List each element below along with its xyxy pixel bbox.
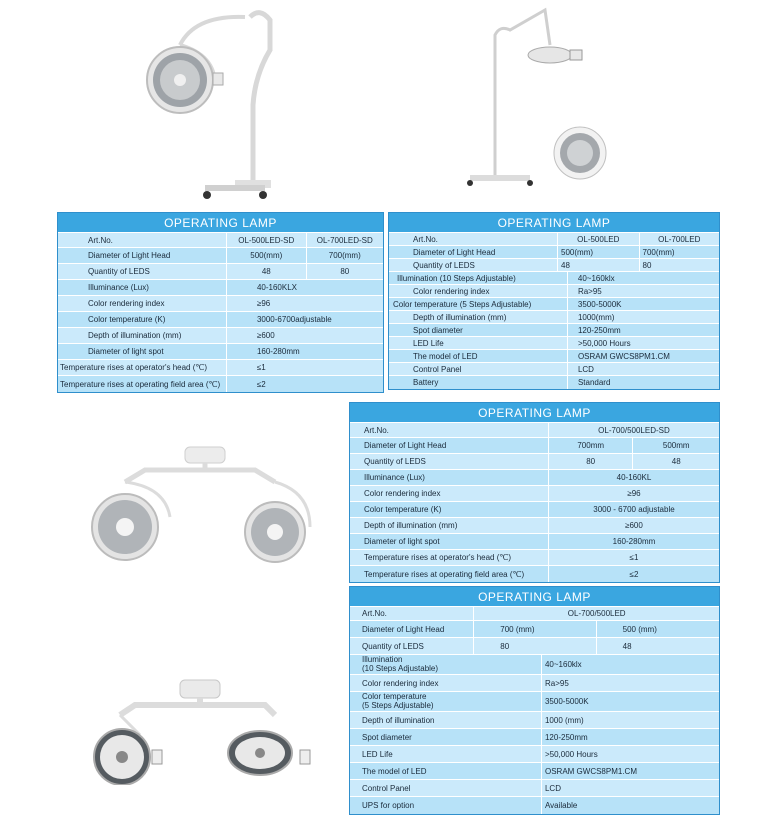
- table-header-row: Art.No. OL-500LED OL-700LED: [389, 233, 719, 246]
- table-row: Temperature rises at operator's head (℃) ≤1: [350, 550, 719, 566]
- ceiling-double-lamp-sd-image: [85, 442, 335, 572]
- table-row: Diameter of Light Head 500(mm) 700(mm): [389, 246, 719, 259]
- table-row: Temperature rises at operating field area (℃) ≤2: [350, 566, 719, 582]
- table-row: Color rendering index ≥96: [350, 486, 719, 502]
- table-row: Control Panel LCD: [350, 780, 719, 797]
- table-row: The model of LED OSRAM GWCS8PM1.CM: [350, 763, 719, 780]
- table-row: Color rendering index Ra>95: [389, 285, 719, 298]
- table-row: Depth of illumination 1000 (mm): [350, 712, 719, 729]
- table-row: Spot diameter 120-250mm: [350, 729, 719, 746]
- table-row: Illuminance (Lux) 40-160KLX: [58, 280, 383, 296]
- table-row: Depth of illumination (mm) ≥600: [350, 518, 719, 534]
- table-row: LED Life >50,000 Hours: [350, 746, 719, 763]
- table-row: Color temperature (K) 3000-6700adjustable: [58, 312, 383, 328]
- table-row: Diameter of light spot 160-280mm: [58, 344, 383, 360]
- table-row: Depth of illumination (mm) 1000(mm): [389, 311, 719, 324]
- spec-table-ol-700-500-led: [349, 586, 720, 815]
- table-row: Quantity of LEDS 80 48: [350, 638, 719, 655]
- table-row: Diameter of Light Head 500(mm) 700(mm): [58, 248, 383, 264]
- table-row: Quantity of LEDS 80 48: [350, 454, 719, 470]
- mobile-led-lamp-image: [450, 5, 610, 200]
- model-1: OL-500LED-SD: [227, 233, 306, 247]
- table-title: OPERATING LAMP: [350, 403, 719, 423]
- table-row: Quantity of LEDS 48 80: [389, 259, 719, 272]
- ceiling-double-led-lamp-image: [80, 675, 340, 785]
- table-row: Control Panel LCD: [389, 363, 719, 376]
- table-row: Battery Standard: [389, 376, 719, 389]
- table-row: Illumination (10 Steps Adjustable) 40~160klx: [389, 272, 719, 285]
- table-row: Color temperature (5 Steps Adjustable) 3500-5000K: [350, 692, 719, 712]
- table-row: Diameter of Light Head 700 (mm) 500 (mm): [350, 621, 719, 638]
- spec-table-ol-500-700-led-sd: [57, 212, 384, 393]
- table-row: Diameter of Light Head 700mm 500mm: [350, 438, 719, 454]
- table-row: UPS for option Available: [350, 797, 719, 814]
- table-row: Color temperature (5 Steps Adjustable) 3500-5000K: [389, 298, 719, 311]
- table-row: Illuminance (Lux) 40-160KL: [350, 470, 719, 486]
- table-header-row: [58, 233, 383, 248]
- table-header-row: Art.No. OL-700/500LED-SD: [350, 423, 719, 438]
- table-row: The model of LED OSRAM GWCS8PM1.CM: [389, 350, 719, 363]
- table-title: OPERATING LAMP: [389, 213, 719, 233]
- table-row: Temperature rises at operator's head (℃) ≤1: [58, 360, 383, 376]
- spec-table-ol-500-700-led: [388, 212, 720, 390]
- art-no-label: Art.No.: [58, 233, 227, 247]
- model-2: OL-700LED-SD: [316, 235, 373, 245]
- table-row: Diameter of light spot 160-280mm: [350, 534, 719, 550]
- table-row: Quantity of LEDS 48 80: [58, 264, 383, 280]
- table-title: OPERATING LAMP: [350, 587, 719, 607]
- table-row: Color rendering index ≥96: [58, 296, 383, 312]
- table-title: OPERATING LAMP: [58, 213, 383, 233]
- spec-table-ol-700-500-led-sd: [349, 402, 720, 583]
- table-row: Temperature rises at operating field area (℃) ≤2: [58, 376, 383, 392]
- table-header-row: Art.No. OL-700/500LED: [350, 607, 719, 621]
- table-row: Color rendering index Ra>95: [350, 675, 719, 692]
- table-row: Color temperature (K) 3000 - 6700 adjustable: [350, 502, 719, 518]
- mobile-operating-lamp-image: [135, 5, 285, 205]
- table-row: LED Life >50,000 Hours: [389, 337, 719, 350]
- table-row: Illumination (10 Steps Adjustable) 40~160klx: [350, 655, 719, 675]
- table-row: Spot diameter 120-250mm: [389, 324, 719, 337]
- table-row: Depth of illumination (mm) ≥600: [58, 328, 383, 344]
